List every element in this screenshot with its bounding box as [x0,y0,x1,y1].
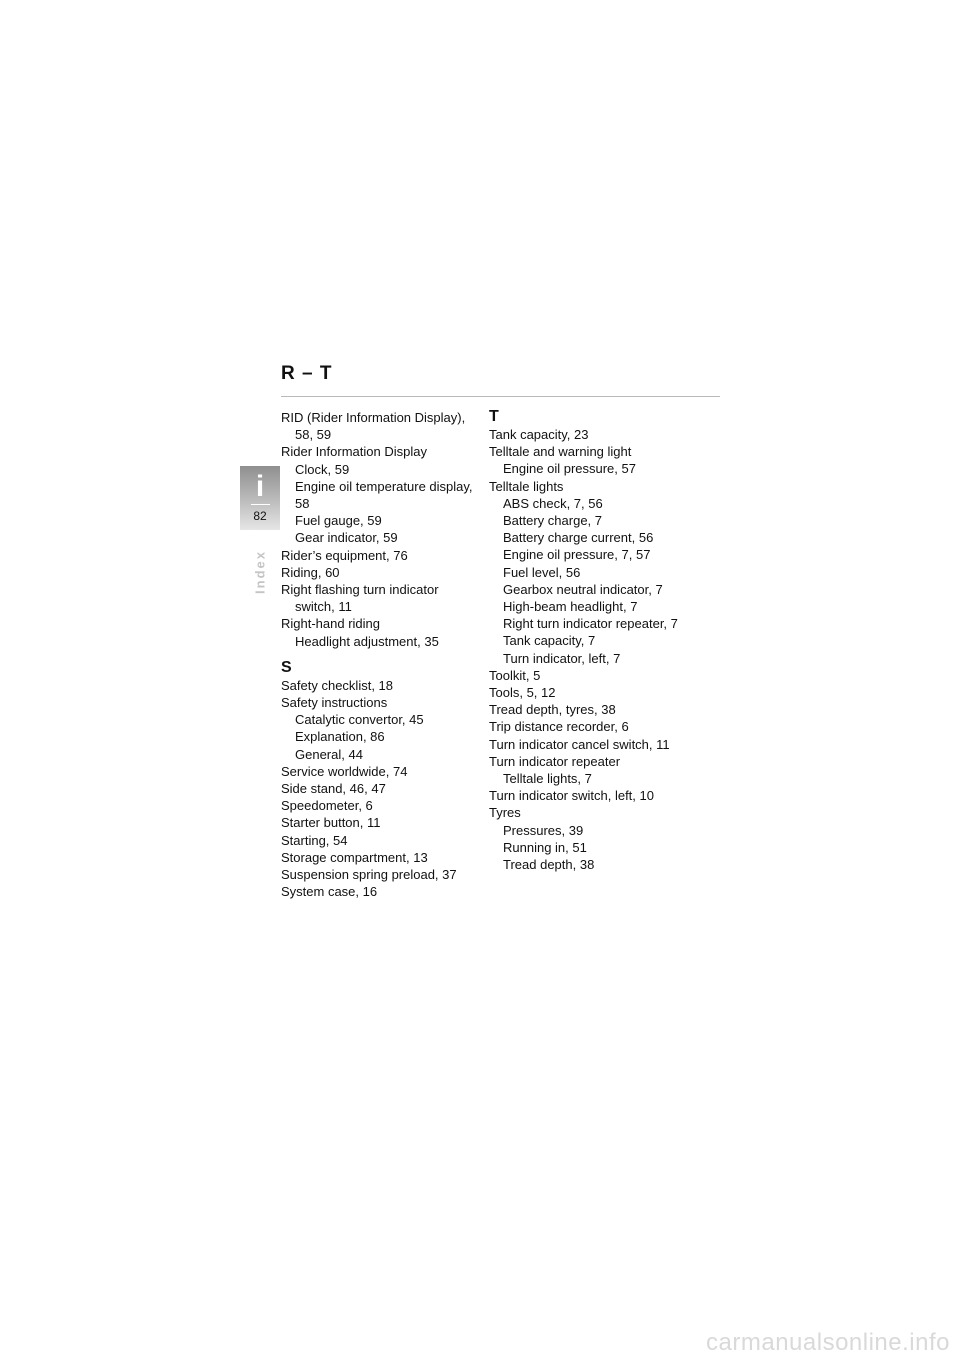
index-column-left [281,409,481,900]
index-entry: Toolkit, 5 [489,667,541,683]
heading-divider [281,396,720,397]
index-entry: Turn indicator repeater [489,753,621,769]
info-icon: i [255,470,265,503]
index-subentry: Engine oil temperature display, [295,478,473,494]
index-subentry: Fuel level, 56 [503,564,581,580]
index-subentry: Headlight adjustment, 35 [295,633,439,649]
index-subentry: Gear indicator, 59 [295,530,398,546]
index-entry: Safety instructions [281,695,388,711]
index-subentry: Fuel gauge, 59 [295,513,382,529]
index-subentry: Engine oil pressure, 57 [503,461,636,477]
index-entry: Trip distance recorder, 6 [489,719,629,735]
index-subentry: Engine oil pressure, 7, 57 [503,547,651,563]
index-entry: Starting, 54 [281,832,348,848]
index-entry: Tyres [489,805,521,821]
index-subentry: General, 44 [295,746,363,762]
index-entry: RID (Rider Information Display), [281,410,466,425]
index-subentry: Running in, 51 [503,839,587,855]
index-entry: Right-hand riding [281,616,381,632]
index-tab [240,466,280,530]
index-subentry: Pressures, 39 [503,822,584,838]
watermark-text: carmanualsonline.info [706,1329,950,1356]
index-entry: Rider Information Display [281,444,427,460]
index-subentry: High-beam headlight, 7 [503,599,638,615]
index-subentry: Tread depth, 38 [503,857,595,873]
index-entry: Turn indicator switch, left, 10 [489,788,654,804]
index-entry: Riding, 60 [281,564,340,580]
index-entry: Tread depth, tyres, 38 [489,702,616,718]
index-subentry: ABS check, 7, 56 [503,495,603,511]
index-subentry: Explanation, 86 [295,729,385,745]
index-entry: Turn indicator cancel switch, 11 [489,736,670,752]
index-subentry: Clock, 59 [295,461,350,477]
index-subentry: Gearbox neutral indicator, 7 [503,581,663,597]
index-subentry: Catalytic convertor, 45 [295,712,424,728]
index-entry: Service worldwide, 74 [281,763,408,779]
tab-divider [251,504,270,505]
index-entry: Rider’s equipment, 76 [281,547,408,563]
index-subentry: Right turn indicator repeater, 7 [503,616,678,632]
index-entry: System case, 16 [281,884,378,900]
index-entry: Storage compartment, 13 [281,849,428,865]
index-subentry: Turn indicator, left, 7 [503,650,621,666]
index-entry: Side stand, 46, 47 [281,781,386,797]
index-subentry: switch, 11 [295,599,352,615]
index-subentry: Telltale lights, 7 [503,771,592,787]
index-letter-heading: S [281,658,292,676]
index-entry: Safety checklist, 18 [281,677,393,693]
index-entry: Right flashing turn indicator [281,582,439,598]
index-subentry: Tank capacity, 7 [503,633,596,649]
index-subentry: Battery charge, 7 [503,513,602,529]
index-subentry: 58 [295,496,310,512]
index-entry: Speedometer, 6 [281,798,373,814]
page-heading: R – T [281,363,333,384]
index-entry: Telltale lights [489,478,564,494]
section-label: Index [252,550,268,594]
index-letter-heading: T [489,408,499,425]
index-entry: Starter button, 11 [281,815,381,831]
index-entry: Tank capacity, 23 [489,427,589,442]
index-column-right [489,407,704,873]
index-entry: Telltale and warning light [489,444,632,460]
index-subentry: 58, 59 [295,427,332,443]
page-number: 82 [253,509,267,523]
index-entry: Suspension spring preload, 37 [281,867,457,883]
index-entry: Tools, 5, 12 [489,685,556,701]
index-subentry: Battery charge current, 56 [503,530,654,546]
